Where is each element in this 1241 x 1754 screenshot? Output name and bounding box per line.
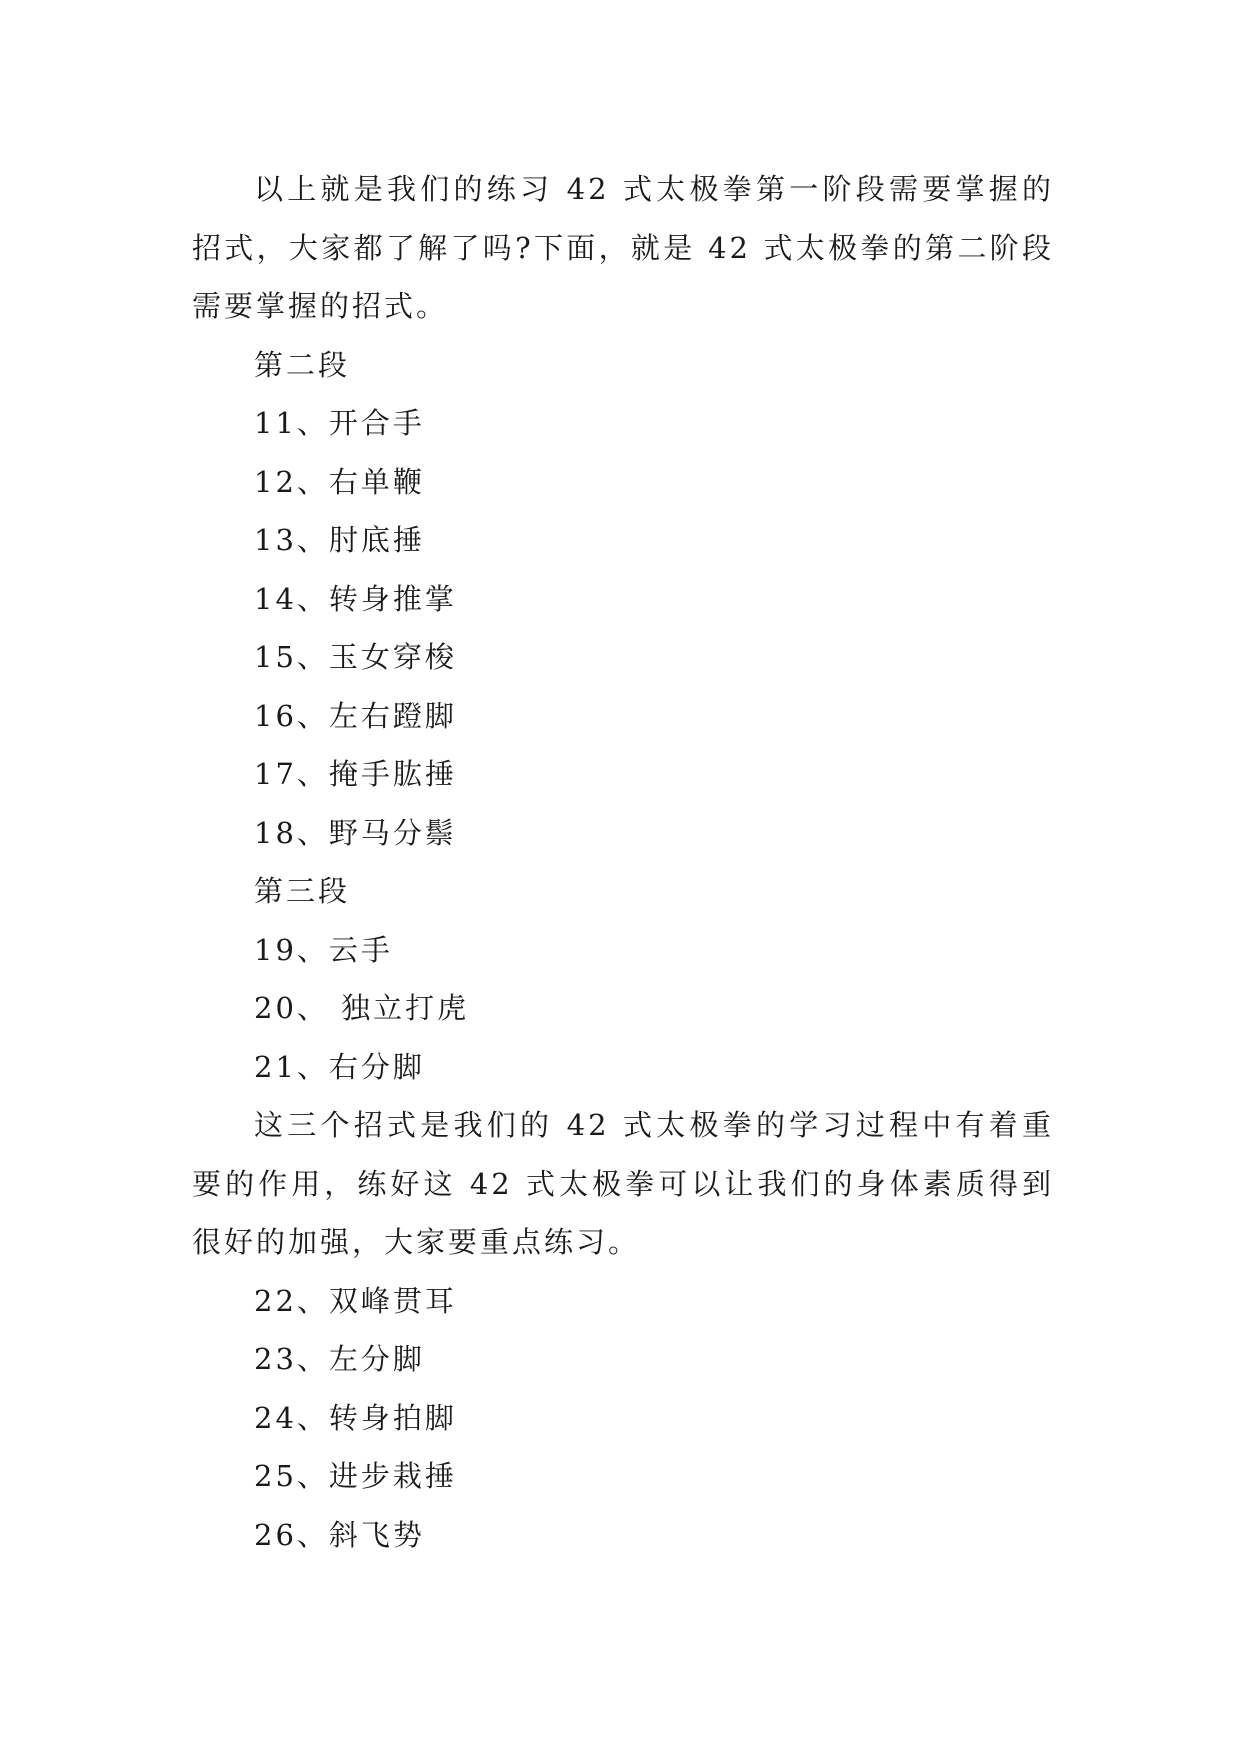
- intro-paragraph: 以上就是我们的练习 42 式太极拳第一阶段需要掌握的招式，大家都了解了吗?下面，就是 42 式太极拳的第二阶段需要掌握的招式。: [192, 172, 1054, 323]
- list-item: 26、斜飞势: [254, 1517, 425, 1552]
- section-heading-3: 第三段: [254, 874, 351, 908]
- list-item: 23、左分脚: [254, 1342, 425, 1376]
- list-item: 13、肘底捶: [254, 523, 425, 557]
- list-item: 18、野马分鬃: [254, 815, 457, 850]
- list-item: 25、进步栽捶: [254, 1459, 457, 1493]
- list-item: 19、云手: [254, 932, 393, 967]
- list-item: 22、双峰贯耳: [254, 1283, 457, 1318]
- list-item: 12、右单鞭: [254, 464, 425, 499]
- list-item: 14、转身推掌: [254, 581, 457, 616]
- list-item: 16、左右蹬脚: [254, 698, 457, 733]
- document-body: [192, 160, 1054, 1564]
- list-item: 24、转身拍脚: [254, 1400, 457, 1435]
- list-item: 11、开合手: [254, 406, 425, 440]
- list-item: 20、 独立打虎: [254, 991, 470, 1025]
- middle-paragraph: 这三个招式是我们的 42 式太极拳的学习过程中有着重要的作用，练好这 42 式太极拳可以让我们的身体素质得到很好的加强，大家要重点练习。: [192, 1108, 1054, 1259]
- section-heading-2: 第二段: [254, 347, 351, 382]
- list-item: 17、掩手肱捶: [254, 757, 457, 791]
- list-item: 15、玉女穿梭: [254, 640, 457, 674]
- list-item: 21、右分脚: [254, 1049, 425, 1084]
